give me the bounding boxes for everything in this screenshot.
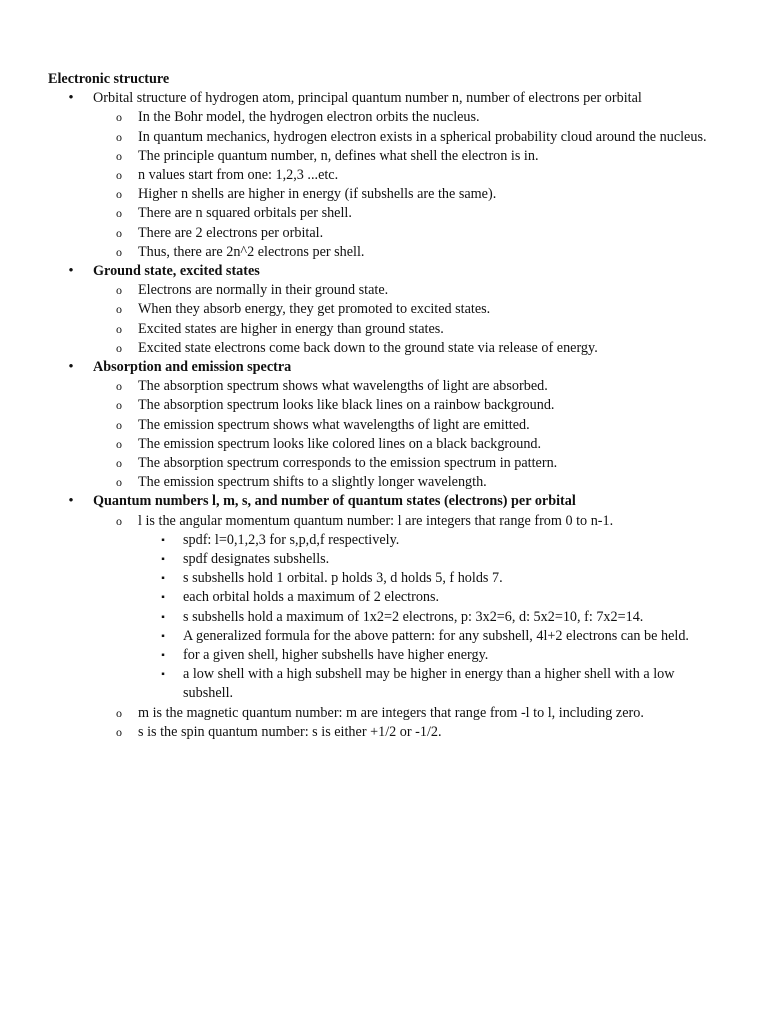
circle-marker: o [116,225,122,240]
list-item [0,473,768,492]
sub-list-item-text: each orbital holds a maximum of 2 electrons. [183,589,440,606]
circle-marker: o [116,129,122,144]
sub-list-item [0,646,768,665]
bullet-marker: • [68,263,74,280]
square-marker: ▪ [161,554,165,566]
sub-list-item-text: s subshells hold a maximum of 1x2=2 electrons, p: 3x2=6, d: 5x2=10, f: 7x2=14. [183,608,644,625]
section-title-orbital-structure [0,89,768,108]
list-item-text: In quantum mechanics, hydrogen electron exists in a spherical probability cloud around the nucleus. [138,128,707,145]
sub-list-item-text: spdf: l=0,1,2,3 for s,p,d,f respectively. [183,531,400,548]
circle-marker: o [116,513,122,528]
list-item [0,704,768,723]
list-item [0,723,768,742]
list-item [0,416,768,435]
bullet-marker: • [68,359,74,376]
circle-marker: o [116,302,122,317]
list-item [0,300,768,319]
list-item-text: The emission spectrum shows what wavelengths of light are emitted. [138,416,530,433]
section-title-text: Ground state, excited states [93,263,260,280]
sub-list-item [0,665,768,703]
list-item-text: In the Bohr model, the hydrogen electron orbits the nucleus. [138,109,480,126]
list-item [0,147,768,166]
section-title-text: Absorption and emission spectra [93,359,292,376]
list-item [0,166,768,185]
list-item-text: Thus, there are 2n^2 electrons per shell. [138,243,365,260]
list-item-text: The emission spectrum shifts to a slightly longer wavelength. [138,474,487,491]
square-marker: ▪ [161,630,165,642]
bullet-marker: • [68,90,74,107]
circle-marker: o [116,398,122,413]
list-item [0,377,768,396]
circle-marker: o [116,436,122,451]
list-item-text: Excited state electrons come back down to the ground state via release of energy. [138,339,598,356]
list-item [0,320,768,339]
list-item-text: m is the magnetic quantum number: m are integers that range from -l to l, including zero. [138,704,644,721]
section-title-quantum-numbers [0,492,768,511]
circle-marker: o [116,379,122,394]
sub-list-item-text: s subshells hold 1 orbital. p holds 3, d holds 5, f holds 7. [183,570,503,587]
circle-marker: o [116,705,122,720]
list-item [0,454,768,473]
list-item-text: The principle quantum number, n, defines what shell the electron is in. [138,147,539,164]
list-item-text: l is the angular momentum quantum number: l are integers that range from 0 to n-1. [138,512,614,529]
sub-list-item [0,608,768,627]
document-page [0,70,768,742]
sub-list-item [0,531,768,550]
sub-list-item [0,550,768,569]
circle-marker: o [116,148,122,163]
circle-marker: o [116,724,122,739]
sub-list-item-text: spdf designates subshells. [183,551,330,568]
circle-marker: o [116,417,122,432]
circle-marker: o [116,283,122,298]
list-item-text: The absorption spectrum looks like black lines on a rainbow background. [138,397,555,414]
circle-marker: o [116,168,122,182]
list-item-text: There are 2 electrons per orbital. [138,224,324,241]
sub-list-item [0,588,768,607]
sub-list-item-text: A generalized formula for the above pattern: for any subshell, 4l+2 electrons can be held. [183,627,689,644]
list-item [0,204,768,223]
section-title-text: Orbital structure of hydrogen atom, principal quantum number n, number of electrons per orbital [93,90,642,107]
square-marker: ▪ [161,611,165,623]
list-item-text: There are n squared orbitals per shell. [138,205,352,222]
list-item [0,185,768,204]
circle-marker: o [116,321,122,336]
list-item [0,224,768,243]
list-item [0,108,768,127]
square-marker: ▪ [161,669,165,681]
list-item [0,128,768,147]
square-marker: ▪ [161,573,165,585]
circle-marker: o [116,110,122,125]
list-item-text: Excited states are higher in energy than ground states. [138,320,444,337]
list-item [0,512,768,531]
section-title-text: Quantum numbers l, m, s, and number of quantum states (electrons) per orbital [93,493,576,510]
list-item [0,396,768,415]
square-marker: ▪ [161,534,165,546]
list-item [0,243,768,262]
section-title-spectra [0,358,768,377]
sub-list-item-text: a low shell with a high subshell may be higher in energy than a higher shell with a low subshell. [183,666,675,702]
circle-marker: o [116,475,122,490]
square-marker: ▪ [161,592,165,604]
bullet-marker: • [68,493,74,510]
circle-marker: o [116,340,122,355]
sub-list-item-text: for a given shell, higher subshells have higher energy. [183,647,489,664]
list-item-text: s is the spin quantum number: s is either +1/2 or -1/2. [138,723,442,740]
list-item [0,281,768,300]
circle-marker: o [116,206,122,221]
list-item-text: Higher n shells are higher in energy (if subshells are the same). [138,186,497,203]
circle-marker: o [116,187,122,202]
list-item-text: When they absorb energy, they get promoted to excited states. [138,301,491,318]
sub-list-item [0,627,768,646]
sub-list-item [0,569,768,588]
circle-marker: o [116,456,122,471]
list-item-text: The emission spectrum looks like colored lines on a black background. [138,435,542,452]
list-item [0,435,768,454]
square-marker: ▪ [161,650,165,662]
list-item-text: The absorption spectrum shows what wavelengths of light are absorbed. [138,378,548,395]
list-item-text: n values start from one: 1,2,3 ...etc. [138,167,339,183]
list-item [0,339,768,358]
list-item-text: Electrons are normally in their ground state. [138,282,389,299]
document-heading: Electronic structure [48,71,170,87]
list-item-text: The absorption spectrum corresponds to the emission spectrum in pattern. [138,455,558,472]
circle-marker: o [116,244,122,259]
section-title-ground-state [0,262,768,281]
